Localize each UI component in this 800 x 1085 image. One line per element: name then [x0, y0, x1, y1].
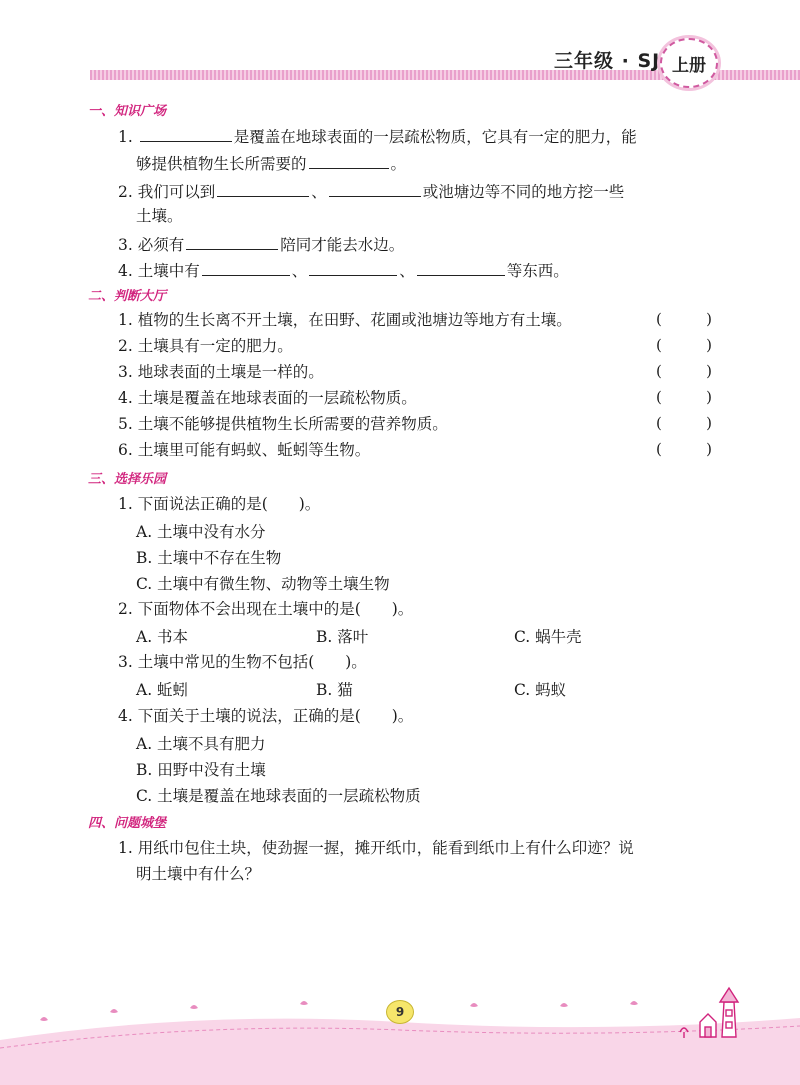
q1-1-line1	[118, 125, 637, 147]
judge-answer-paren[interactable]	[656, 336, 712, 354]
paren-close: )	[706, 388, 712, 406]
q1-4	[118, 259, 569, 281]
paren-close: )	[706, 414, 712, 432]
judge-item-1: 1. 植物的生长离不开土壤，在田野、花圃或池塘边等地方有土壤。	[118, 311, 572, 329]
page-number: 9	[395, 1005, 405, 1019]
choice-q2-stem: 2. 下面物体不会出现在土壤中的是( )。	[118, 600, 414, 618]
question-text: 必须有	[137, 236, 185, 254]
question-text: 、	[311, 183, 327, 201]
choice-q3-stem: 3. 土壤中常见的生物不包括( )。	[118, 653, 367, 671]
judge-item-3: 3. 地球表面的土壤是一样的。	[118, 363, 324, 381]
question-text: 够提供植物生长所需要的	[136, 155, 307, 173]
question-text: 、	[291, 262, 308, 280]
q-number: 2.	[118, 183, 133, 201]
judge-answer-paren[interactable]	[656, 362, 712, 380]
answer-blank[interactable]	[329, 180, 421, 197]
page-number-badge	[386, 1000, 414, 1024]
q1-2-line1	[118, 180, 624, 202]
paren-close: )	[706, 336, 712, 354]
question-text: 、	[399, 262, 415, 280]
judge-item-5: 5. 土壤不能够提供植物生长所需要的营养物质。	[118, 415, 448, 433]
answer-blank[interactable]	[309, 152, 389, 169]
grade-label: 三年级 · SJ	[554, 50, 661, 72]
paren-close: )	[706, 440, 712, 458]
q1-1-line2	[136, 152, 406, 174]
answer-blank[interactable]	[186, 233, 278, 250]
choice-q3-option-a[interactable]: A. 蚯蚓	[136, 681, 189, 699]
question-text: 或池塘边等不同的地方挖一些	[422, 183, 625, 201]
section-title-3: 三、选择乐园	[88, 472, 167, 487]
section-title-4: 四、问题城堡	[88, 816, 167, 831]
judge-item-6: 6. 土壤里可能有蚂蚁、蚯蚓等生物。	[118, 441, 371, 459]
choice-q4-option-a[interactable]: A. 土壤不具有肥力	[136, 735, 266, 753]
judge-item-4: 4. 土壤是覆盖在地球表面的一层疏松物质。	[118, 389, 417, 407]
judge-answer-paren[interactable]	[656, 388, 712, 406]
paren-open: (	[656, 440, 662, 458]
essay-q1-line2: 明土壤中有什么？	[136, 865, 261, 883]
question-text: 等东西。	[506, 262, 569, 280]
q-number: 4.	[118, 262, 133, 280]
choice-q1-option-b[interactable]: B. 土壤中不存在生物	[136, 549, 282, 567]
paren-open: (	[656, 388, 662, 406]
choice-q3-option-c[interactable]: C. 蚂蚁	[514, 681, 567, 699]
choice-q3-option-b[interactable]: B. 猫	[316, 681, 353, 699]
paren-close: )	[706, 362, 712, 380]
q-number: 3.	[118, 236, 133, 254]
choice-q2-option-b[interactable]: B. 落叶	[316, 628, 369, 646]
volume-label: 上册	[672, 55, 706, 76]
paren-open: (	[656, 336, 662, 354]
section-title-1: 一、知识广场	[88, 104, 167, 119]
judge-item-2: 2. 土壤具有一定的肥力。	[118, 337, 293, 355]
choice-q4-option-c[interactable]: C. 土壤是覆盖在地球表面的一层疏松物质	[136, 787, 421, 805]
choice-q2-option-c[interactable]: C. 蜗牛壳	[514, 628, 582, 646]
choice-q4-stem: 4. 下面关于土壤的说法，正确的是( )。	[118, 707, 414, 725]
answer-blank[interactable]	[417, 259, 505, 276]
question-text: 是覆盖在地球表面的一层疏松物质，它具有一定的肥力，能	[233, 128, 637, 146]
judge-answer-paren[interactable]	[656, 310, 712, 328]
choice-q1-option-c[interactable]: C. 土壤中有微生物、动物等土壤生物	[136, 575, 390, 593]
choice-q1-stem: 1. 下面说法正确的是( )。	[118, 495, 321, 513]
section-title-2: 二、判断大厅	[88, 289, 167, 304]
question-text: 土壤中有	[137, 262, 200, 280]
paren-open: (	[656, 310, 662, 328]
judge-answer-paren[interactable]	[656, 414, 712, 432]
essay-q1-line1: 1. 用纸巾包住土块，使劲握一握，摊开纸巾，能看到纸巾上有什么印迹？说	[118, 839, 634, 857]
volume-badge	[660, 38, 718, 88]
choice-q1-option-a[interactable]: A. 土壤中没有水分	[136, 523, 266, 541]
paren-open: (	[656, 362, 662, 380]
question-text: 。	[390, 155, 407, 173]
q1-3	[118, 233, 404, 255]
answer-blank[interactable]	[309, 259, 397, 276]
house-lighthouse-icon	[660, 982, 760, 1042]
answer-blank[interactable]	[217, 180, 309, 197]
q-number: 1.	[118, 128, 133, 146]
judge-answer-paren[interactable]	[656, 440, 712, 458]
choice-q2-option-a[interactable]: A. 书本	[136, 628, 189, 646]
paren-open: (	[656, 414, 662, 432]
answer-blank[interactable]	[140, 125, 232, 142]
paren-close: )	[706, 310, 712, 328]
choice-q4-option-b[interactable]: B. 田野中没有土壤	[136, 761, 266, 779]
q1-2-line2: 土壤。	[136, 207, 183, 225]
question-text: 陪同才能去水边。	[280, 236, 405, 254]
answer-blank[interactable]	[202, 259, 290, 276]
question-text: 我们可以到	[137, 183, 216, 201]
